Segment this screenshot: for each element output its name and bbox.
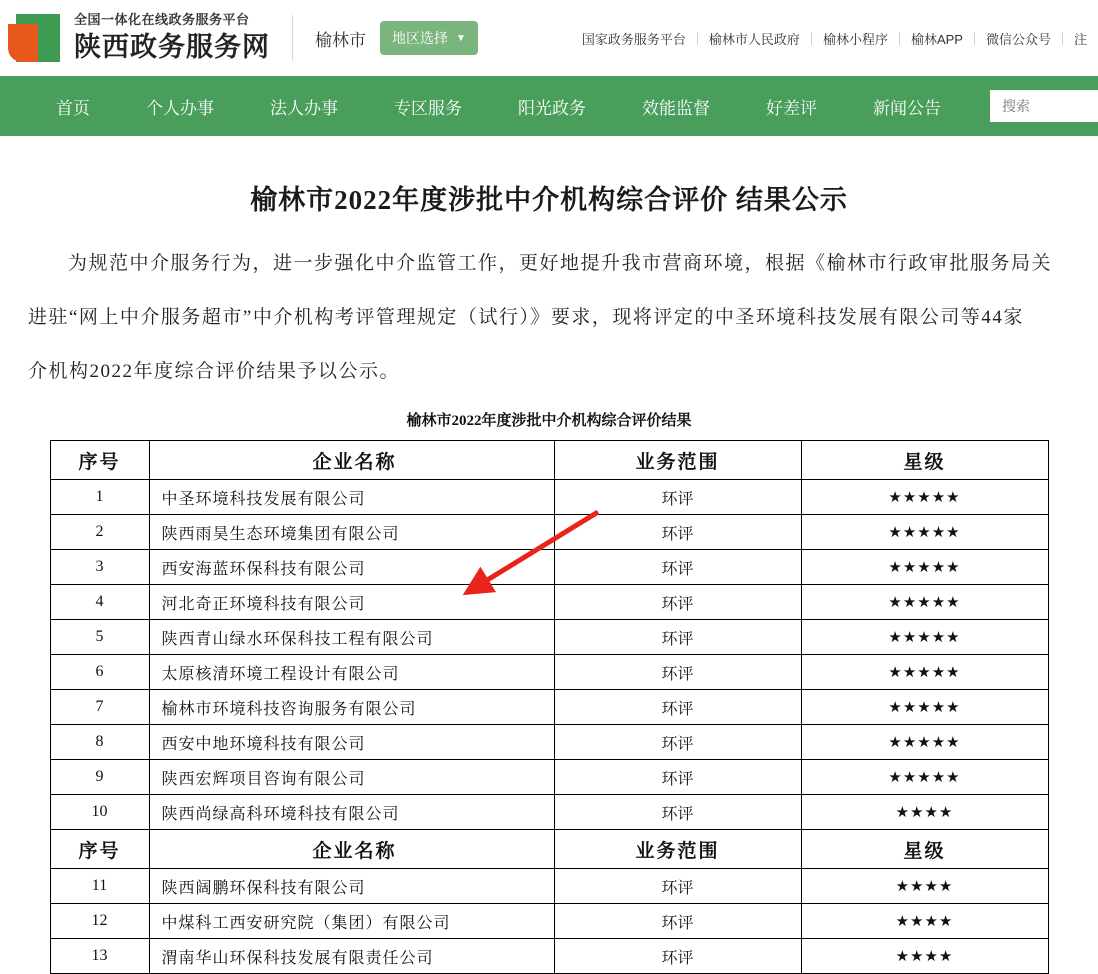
page-title: 榆林市2022年度涉批中介机构综合评价 结果公示 (250, 185, 848, 215)
nav-item-efficiency[interactable]: 效能监督 (642, 98, 710, 118)
cell-index: 7 (50, 690, 149, 725)
cell-index: 8 (50, 725, 149, 760)
table-row (50, 585, 1048, 620)
site-header (0, 0, 1098, 76)
table-row (50, 515, 1048, 550)
cell-scope: 环评 (554, 795, 801, 830)
nav-item-rating[interactable]: 好差评 (766, 98, 817, 118)
table-caption: 榆林市2022年度涉批中介机构综合评价结果 (406, 413, 692, 429)
cell-star: ★★★★★ (801, 725, 1048, 760)
header-divider (292, 15, 293, 61)
cell-index: 6 (50, 655, 149, 690)
cell-scope: 环评 (554, 904, 801, 939)
header-link-register[interactable]: 注 (1073, 31, 1087, 47)
cell-index: 10 (50, 795, 149, 830)
cell-company: 太原核清环境工程设计有限公司 (149, 655, 554, 690)
cell-scope: 环评 (554, 550, 801, 585)
table-row (50, 655, 1048, 690)
column-header-index: 序号 (50, 441, 149, 480)
site-logo[interactable] (0, 10, 270, 66)
cell-scope: 环评 (554, 869, 801, 904)
paragraph-text: 介机构2022年度综合评价结果予以公示。 (28, 361, 401, 382)
cell-index: 1 (50, 480, 149, 515)
cell-company: 西安海蓝环保科技有限公司 (149, 550, 554, 585)
main-nav (0, 76, 1098, 136)
logo-subtitle: 全国一体化在线政务服务平台 (74, 12, 250, 27)
cell-scope: 环评 (554, 690, 801, 725)
evaluation-table (50, 440, 1049, 974)
column-header-scope: 业务范围 (554, 441, 801, 480)
search-box[interactable] (990, 90, 1098, 122)
cell-index: 4 (50, 585, 149, 620)
table-row (50, 869, 1048, 904)
table-row (50, 904, 1048, 939)
table-row (50, 939, 1048, 974)
table-row (50, 480, 1048, 515)
cell-index: 9 (50, 760, 149, 795)
nav-item-sunshine-gov[interactable]: 阳光政务 (518, 98, 586, 118)
table-row (50, 760, 1048, 795)
cell-company: 中圣环境科技发展有限公司 (149, 480, 554, 515)
cell-scope: 环评 (554, 760, 801, 795)
cell-scope: 环评 (554, 515, 801, 550)
current-city-label: 榆林市 (315, 30, 366, 50)
table-row (50, 690, 1048, 725)
nav-item-zone-service[interactable]: 专区服务 (394, 98, 462, 118)
table-row (50, 795, 1048, 830)
nav-item-legal-entity[interactable]: 法人办事 (270, 98, 338, 118)
cell-company: 河北奇正环境科技有限公司 (149, 585, 554, 620)
article-paragraph-3 (24, 339, 1074, 393)
cell-star: ★★★★ (801, 939, 1048, 974)
cell-company: 陕西阔鹏环保科技有限公司 (149, 869, 554, 904)
article-content (0, 136, 1098, 974)
cell-star: ★★★★ (801, 904, 1048, 939)
paragraph-text: 为规范中介服务行为，进一步强化中介监管工作，更好地提升我市营商环境，根据《榆林市行政审批服务局关 (68, 253, 1053, 274)
cell-company: 中煤科工西安研究院（集团）有限公司 (149, 904, 554, 939)
cell-index: 5 (50, 620, 149, 655)
cell-index: 12 (50, 904, 149, 939)
cell-company: 西安中地环境科技有限公司 (149, 725, 554, 760)
nav-item-news[interactable]: 新闻公告 (873, 98, 941, 118)
header-link-wechat[interactable]: 微信公众号 (985, 31, 1051, 47)
header-link-city-government[interactable]: 榆林市人民政府 (708, 31, 800, 47)
table-row (50, 550, 1048, 585)
cell-star: ★★★★★ (801, 550, 1048, 585)
table-header-row (50, 441, 1048, 480)
cell-index: 13 (50, 939, 149, 974)
cell-scope: 环评 (554, 620, 801, 655)
cell-star: ★★★★★ (801, 620, 1048, 655)
header-links (571, 29, 1098, 48)
table-header-row-repeat (50, 830, 1048, 869)
nav-item-home[interactable]: 首页 (56, 98, 90, 118)
paragraph-text: 进驻“网上中介服务超市”中介机构考评管理规定（试行）》要求，现将评定的中圣环境科技发展有限公司等44家 (28, 307, 1024, 328)
cell-star: ★★★★ (801, 795, 1048, 830)
column-header-company: 企业名称 (149, 830, 554, 869)
cell-index: 3 (50, 550, 149, 585)
cell-company: 陕西尚绿高科环境科技有限公司 (149, 795, 554, 830)
cell-company: 陕西青山绿水环保科技工程有限公司 (149, 620, 554, 655)
nav-items (0, 94, 969, 119)
cell-scope: 环评 (554, 939, 801, 974)
column-header-scope: 业务范围 (554, 830, 801, 869)
cell-star: ★★★★ (801, 869, 1048, 904)
cell-star: ★★★★★ (801, 515, 1048, 550)
article-paragraph-1 (24, 231, 1074, 285)
column-header-star: 星级 (801, 441, 1048, 480)
nav-item-personal[interactable]: 个人办事 (146, 98, 214, 118)
cell-star: ★★★★★ (801, 690, 1048, 725)
cell-star: ★★★★★ (801, 655, 1048, 690)
cell-index: 2 (50, 515, 149, 550)
logo-icon (8, 10, 64, 66)
column-header-company: 企业名称 (149, 441, 554, 480)
header-link-app[interactable]: 榆林APP (910, 31, 963, 47)
cell-index: 11 (50, 869, 149, 904)
chevron-down-icon: ▼ (456, 32, 466, 44)
cell-company: 渭南华山环保科技发展有限责任公司 (149, 939, 554, 974)
header-link-national-platform[interactable]: 国家政务服务平台 (581, 31, 686, 47)
article-paragraph-2 (24, 285, 1074, 339)
logo-title: 陕西政务服务网 (74, 32, 270, 63)
cell-star: ★★★★★ (801, 760, 1048, 795)
region-select-button[interactable] (380, 21, 478, 55)
cell-scope: 环评 (554, 655, 801, 690)
cell-scope: 环评 (554, 480, 801, 515)
table-row (50, 620, 1048, 655)
table-row (50, 725, 1048, 760)
search-input[interactable] (1000, 97, 1098, 115)
cell-scope: 环评 (554, 585, 801, 620)
cell-star: ★★★★★ (801, 585, 1048, 620)
column-header-index: 序号 (50, 830, 149, 869)
cell-company: 陕西雨昊生态环境集团有限公司 (149, 515, 554, 550)
cell-company: 榆林市环境科技咨询服务有限公司 (149, 690, 554, 725)
header-link-miniprogram[interactable]: 榆林小程序 (822, 31, 888, 47)
cell-scope: 环评 (554, 725, 801, 760)
cell-company: 陕西宏辉项目咨询有限公司 (149, 760, 554, 795)
region-select-label: 地区选择 (392, 30, 448, 46)
cell-star: ★★★★★ (801, 480, 1048, 515)
column-header-star: 星级 (801, 830, 1048, 869)
